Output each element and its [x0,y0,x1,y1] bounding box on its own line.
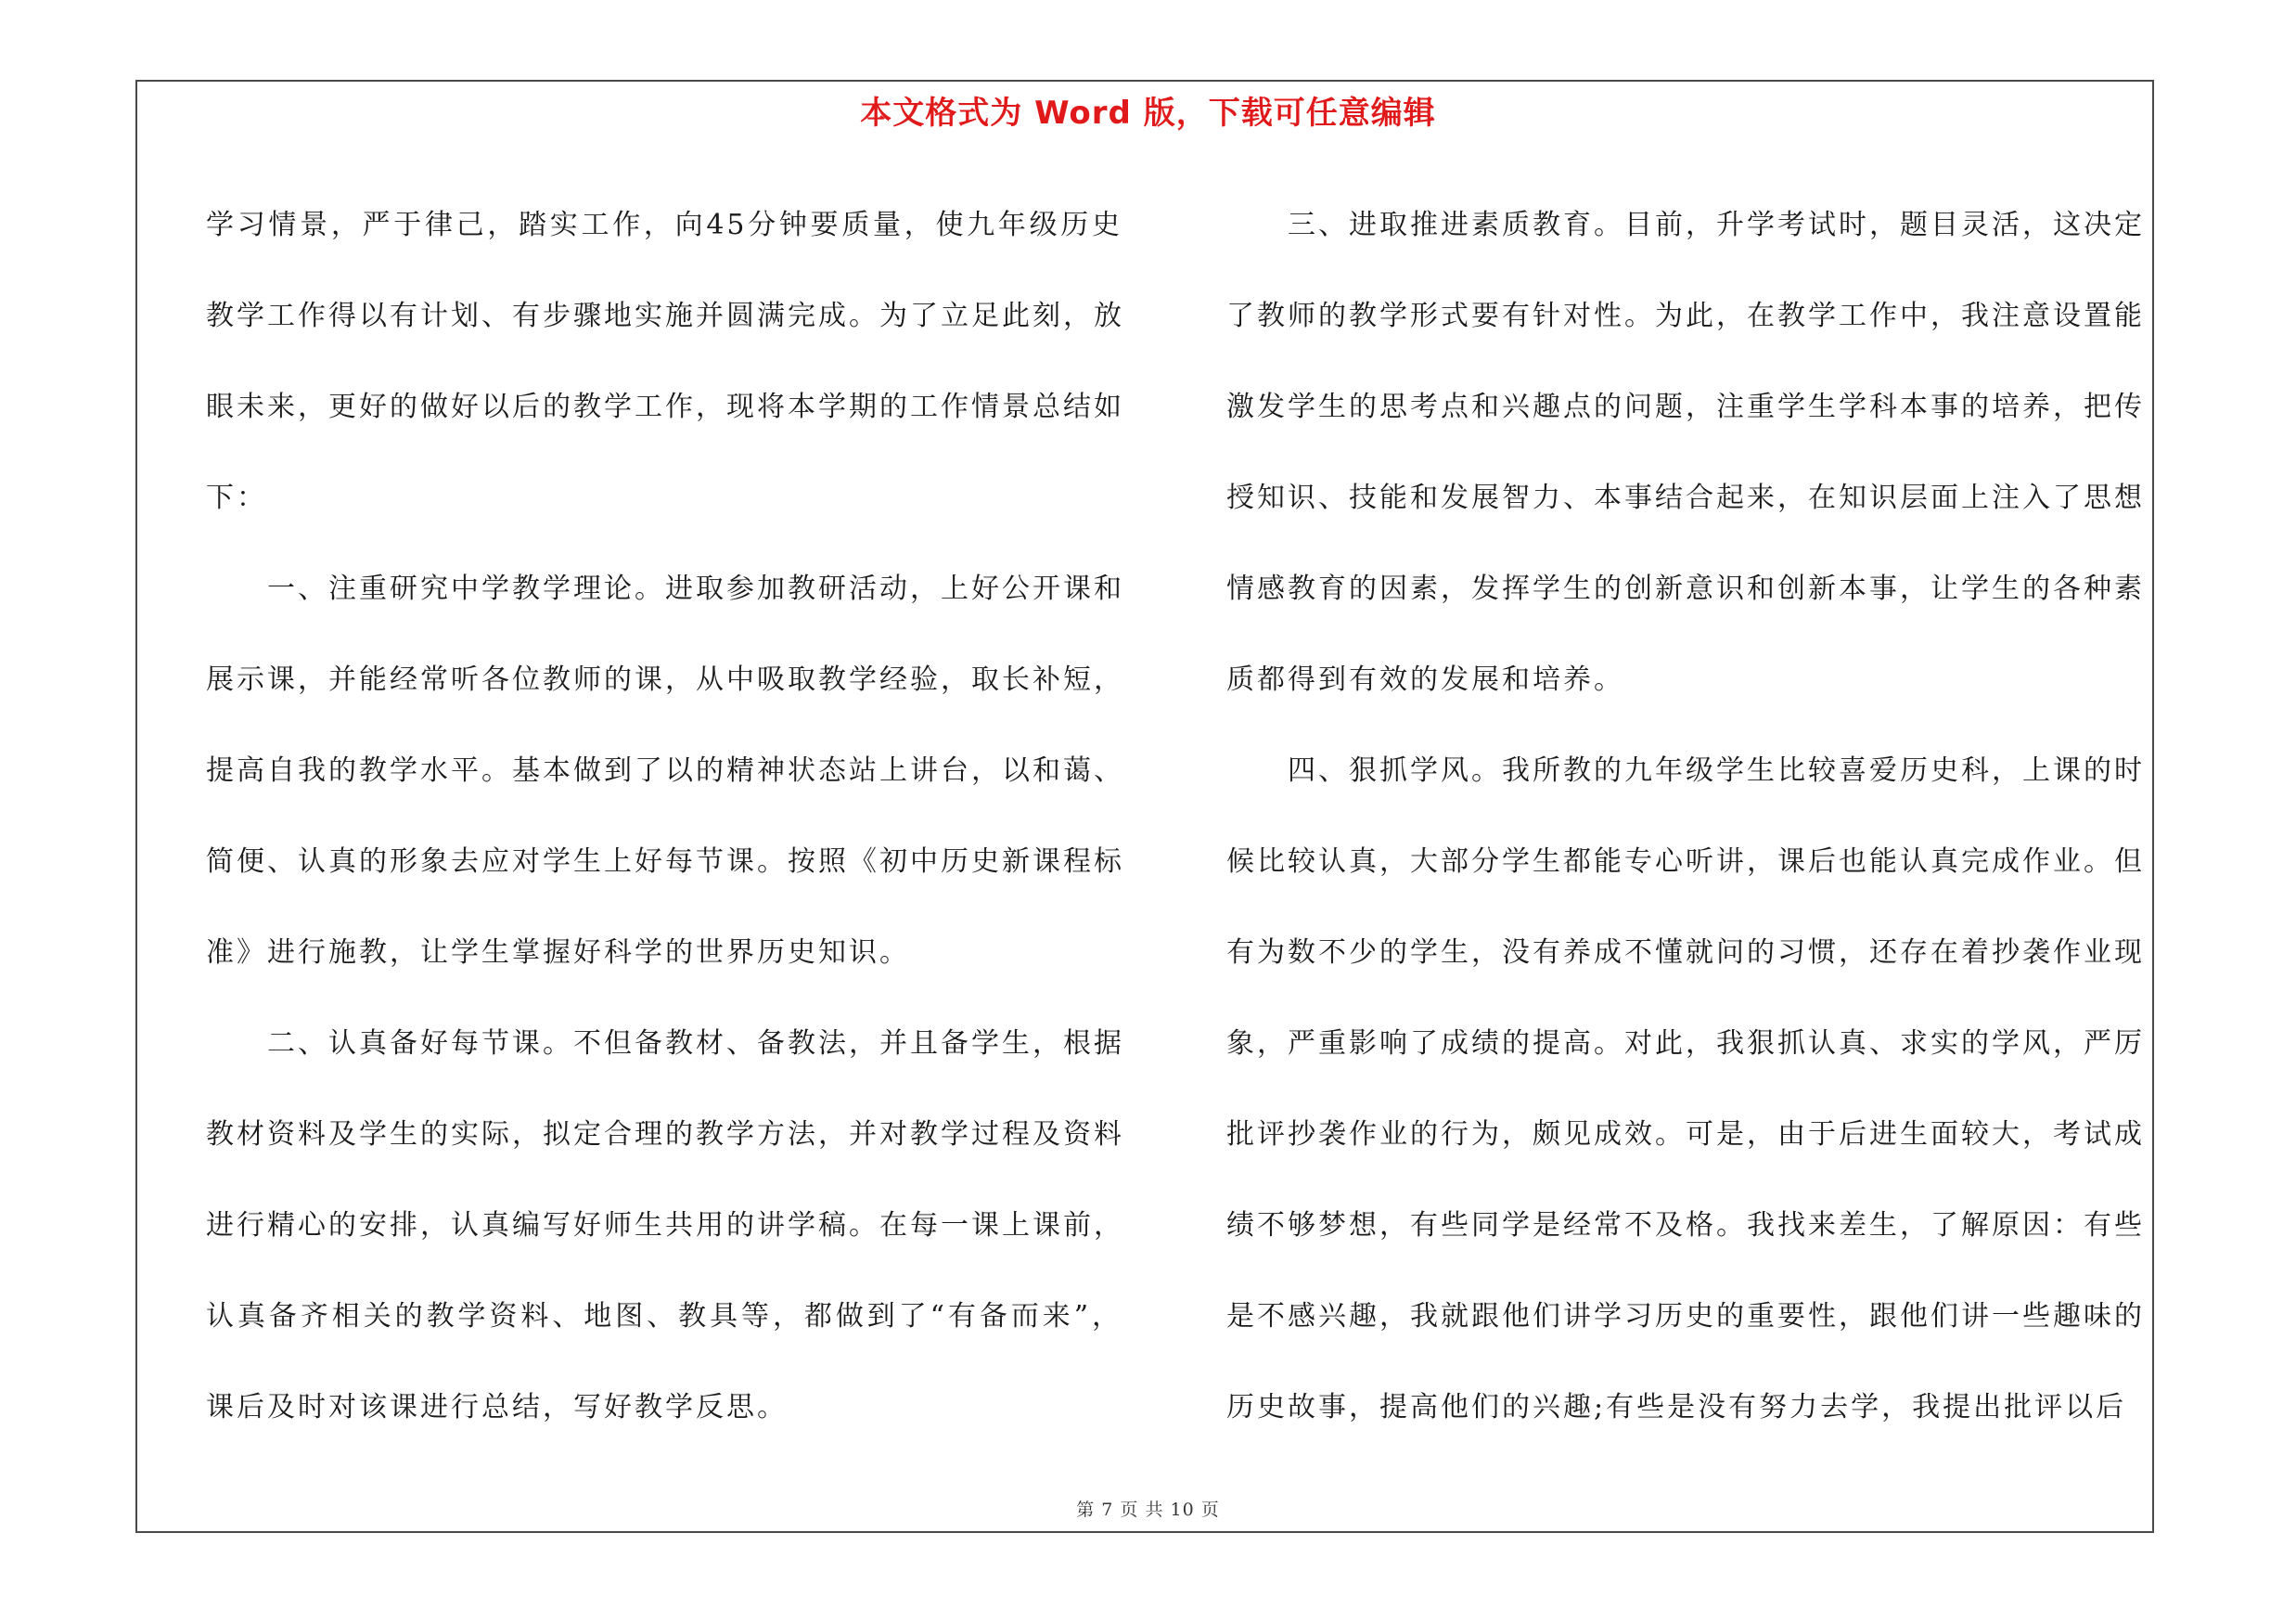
paragraph-line: 候比较认真，大部分学生都能专心听讲，课后也能认真完成作业。但 [1226,845,2145,878]
paragraph-line: 激发学生的思考点和兴趣点的问题，注重学生学科本事的培养，把传 [1226,391,2145,423]
paragraph-line: 质都得到有效的发展和培养。 [1226,663,1624,696]
paragraph-line: 二、认真备好每节课。不但备教材、备教法，并且备学生，根据 [267,1027,1124,1060]
paragraph-line: 教学工作得以有计划、有步骤地实施并圆满完成。为了立足此刻，放 [206,300,1124,332]
paragraph-line: 授知识、技能和发展智力、本事结合起来，在知识层面上注入了思想 [1226,482,2145,514]
paragraph-line: 眼未来，更好的做好以后的教学工作，现将本学期的工作情景总结如 [206,391,1124,423]
right-column [1226,180,2143,1453]
paragraph-line: 下： [206,482,267,514]
paragraph-line: 课后及时对该课进行总结，写好教学反思。 [206,1391,788,1423]
paragraph-line: 进行精心的安排，认真编写好师生共用的讲学稿。在每一课上课前， [206,1209,1124,1242]
paragraph-line: 批评抄袭作业的行为，颇见成效。可是，由于后进生面较大，考试成 [1226,1118,2145,1151]
paragraph-line: 教材资料及学生的实际，拟定合理的教学方法，并对教学过程及资料 [206,1118,1124,1151]
paragraph-line: 展示课，并能经常听各位教师的课，从中吸取教学经验，取长补短， [206,663,1124,696]
paragraph-line: 情感教育的因素，发挥学生的创新意识和创新本事，让学生的各种素 [1226,573,2145,605]
paragraph-line: 了教师的教学形式要有针对性。为此，在教学工作中，我注意设置能 [1226,300,2145,332]
header-banner: 本文格式为 Word 版，下载可任意编辑 [860,95,1436,132]
paragraph-line: 提高自我的教学水平。基本做到了以的精神状态站上讲台，以和蔼、 [206,754,1124,787]
paragraph-line: 准》进行施教，让学生掌握好科学的世界历史知识。 [206,936,910,969]
paragraph-line: 学习情景，严于律己，踏实工作，向45分钟要质量，使九年级历史 [206,209,1122,241]
paragraph-line: 四、狠抓学风。我所教的九年级学生比较喜爱历史科，上课的时 [1288,754,2145,787]
paragraph-line: 绩不够梦想，有些同学是经常不及格。我找来差生，了解原因：有些 [1226,1209,2145,1242]
paragraph-line: 历史故事，提高他们的兴趣;有些是没有努力去学，我提出批评以后 [1226,1391,2127,1423]
paragraph-line: 有为数不少的学生，没有养成不懂就问的习惯，还存在着抄袭作业现 [1226,936,2145,969]
page-number: 第 7 页 共 10 页 [1076,1500,1220,1520]
paragraph-line: 简便、认真的形象去应对学生上好每节课。按照《初中历史新课程标 [206,845,1124,878]
paragraph-line: 三、进取推进素质教育。目前，升学考试时，题目灵活，这决定 [1288,209,2145,241]
paragraph-line: 象，严重影响了成绩的提高。对此，我狠抓认真、求实的学风，严厉 [1226,1027,2145,1060]
left-column [206,180,1122,1453]
paragraph-line: 一、注重研究中学教学理论。进取参加教研活动，上好公开课和 [267,573,1124,605]
paragraph-line: 是不感兴趣，我就跟他们讲学习历史的重要性，跟他们讲一些趣味的 [1226,1300,2145,1333]
paragraph-line: 认真备齐相关的教学资料、地图、教具等，都做到了“有备而来”， [206,1300,1122,1333]
